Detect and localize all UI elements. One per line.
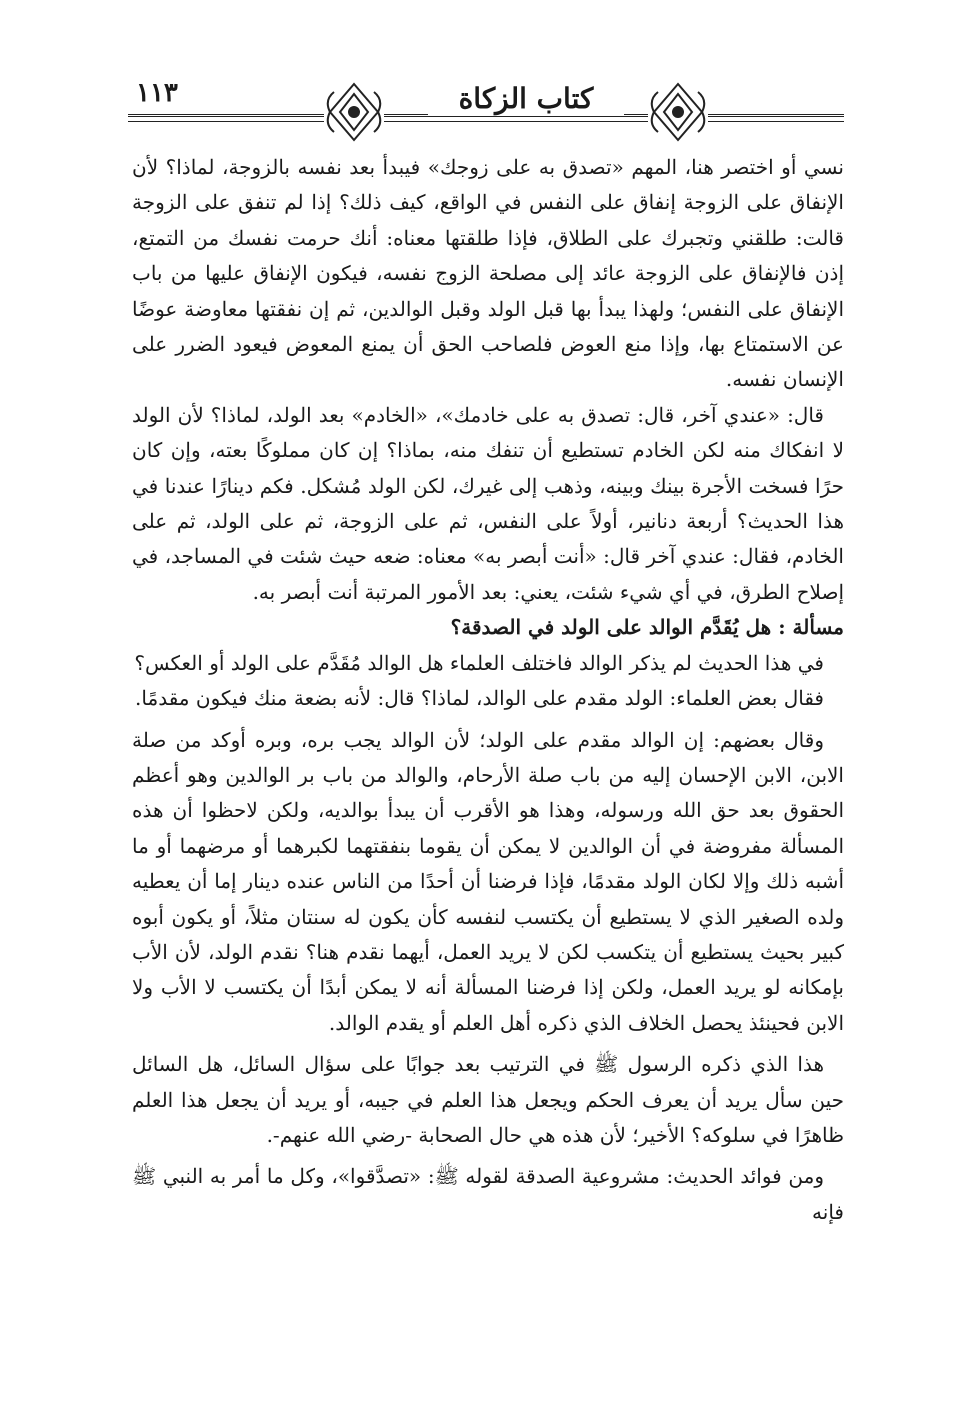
paragraph-disagreement: في هذا الحديث لم يذكر الوالد فاختلف العلماء هل الوالد مُقَدَّم على الولد أو العكس؟	[134, 650, 824, 675]
body-text	[132, 150, 844, 1230]
masala-label: مسألة :	[778, 615, 844, 640]
paragraph-wife: نسي أو اختصر هنا، المهم «تصدق به على زوجك» فيبدأ بعد نفسه بالزوجة، لماذا؟ لأن الإنفاق على الزوجة إنفاق على النفس في الواقع، كيف ذلك؟ إذا لم تنفق على الزوجة قالت: طلقني وتجبرك على الطلاق، فإذا طلقتها معناه: أنك حرمت نفسك من التمتع، إذن فالإنفاق على الزوجة عائد إلى مصلحة الزوج نفسه، فيكون الإنفاق عليها من باب الإنفاق على النفس؛ ولهذا يبدأ بها قبل الولد وقبل الوالدين، ثم إن نفقتها معاوضة عوضًا عن الاستمتاع بها، وإذا منع العوض فلصاحب الحق أن يمنع المعوض فيعود الضرر على الإنسان نفسه.	[132, 155, 844, 392]
page-header	[128, 76, 844, 146]
header-rule-thin	[128, 121, 844, 122]
paragraph-servant: قال: «عندي آخر، قال: تصدق به على خادمك»، «الخادم» بعد الولد، لماذا؟ لأن الولد لا انفكاك منه لكن الخادم تستطيع أن تنفك منه، بماذا؟ إن كان مملوكًا بعته، وإن كان حرًا فسخت الأجرة بينك وبينه، وذهب إلى غيرك، لكن الولد مُشكل. فكم دينارًا عندنا في هذا الحديث؟ أربعة دنانير، أولاً على النفس، ثم على الزوجة، ثم على الولد، ثم على الخادم، فقال: عندي آخر قال: «أنت أبصر به» معناه: ضعه حيث شئت في المساجد، في إصلاح الطرق، في أي شيء شئت، يعني: بعد الأمور المرتبة أنت أبصر به.	[132, 402, 844, 604]
right-ornament-icon	[648, 80, 708, 144]
left-ornament-icon	[324, 80, 384, 144]
paragraph-first-opinion: فقال بعض العلماء: الولد مقدم على الوالد، لماذا؟ قال: لأنه بضعة منك فيكون مقدمًا.	[135, 686, 824, 711]
paragraph-prophet-order: هذا الذي ذكره الرسول ﷺ في الترتيب بعد جوابًا على سؤال السائل، هل السائل حين سأل يريد أن يعرف الحكم ويجعل هذا العلم في جيبه، أو يريد أن يجعل هذا العلم ظاهرًا في سلوكه؟ الأخير؛ لأن هذه هي حال الصحابة -رضي الله عنهم-.	[132, 1052, 844, 1147]
masala-question: هل يُقَدَّم الوالد على الولد في الصدقة؟	[450, 615, 779, 640]
paragraph-benefits: ومن فوائد الحديث: مشروعية الصدقة لقوله ﷺ: «تصدَّقوا»، وكل ما أمر به النبي ﷺ فإنه	[132, 1164, 844, 1224]
page-number: ١١٣	[130, 78, 184, 108]
book-title: كتاب الزكاة	[428, 82, 624, 115]
paragraph-second-opinion: وقال بعضهم: إن الوالد مقدم على الولد؛ لأن الوالد يجب بره، وبره أوكد من صلة الابن، الابن الإحسان إليه من باب صلة الأرحام، والوالد من باب بر الوالدين وهو أعظم الحقوق بعد حق الله ورسوله، وهذا هو الأقرب أن يبدأ بوالديه، ولكن لاحظوا أن هذه المسألة مفروضة في أن الوالدين لا يمكن أن يقوما بنفقتهما لكبرهما أو مرضهما أو ما أشبه ذلك وإلا لكان الولد مقدمًا، فإذا فرضنا أن أحدًا من الناس عنده دينار إما أن يعطيه ولده الصغير الذي لا يستطيع أن يكتسب لنفسه كأن يكون له سنتان مثلاً، أو يكون أبوه كبير بحيث يستطيع أن يتكسب لكن لا يريد العمل، أيهما نقدم هنا؟ نقدم الولد، لأن الأب بإمكانه لو يريد العمل، ولكن إذا فرضنا المسألة أنه لا يمكن أبدًا أن يكتسب لا الأب ولا الابن فحينئذ يحصل الخلاف الذي ذكره أهل العلم أو يقدم الوالد.	[132, 727, 844, 1035]
masala-heading	[132, 610, 844, 645]
